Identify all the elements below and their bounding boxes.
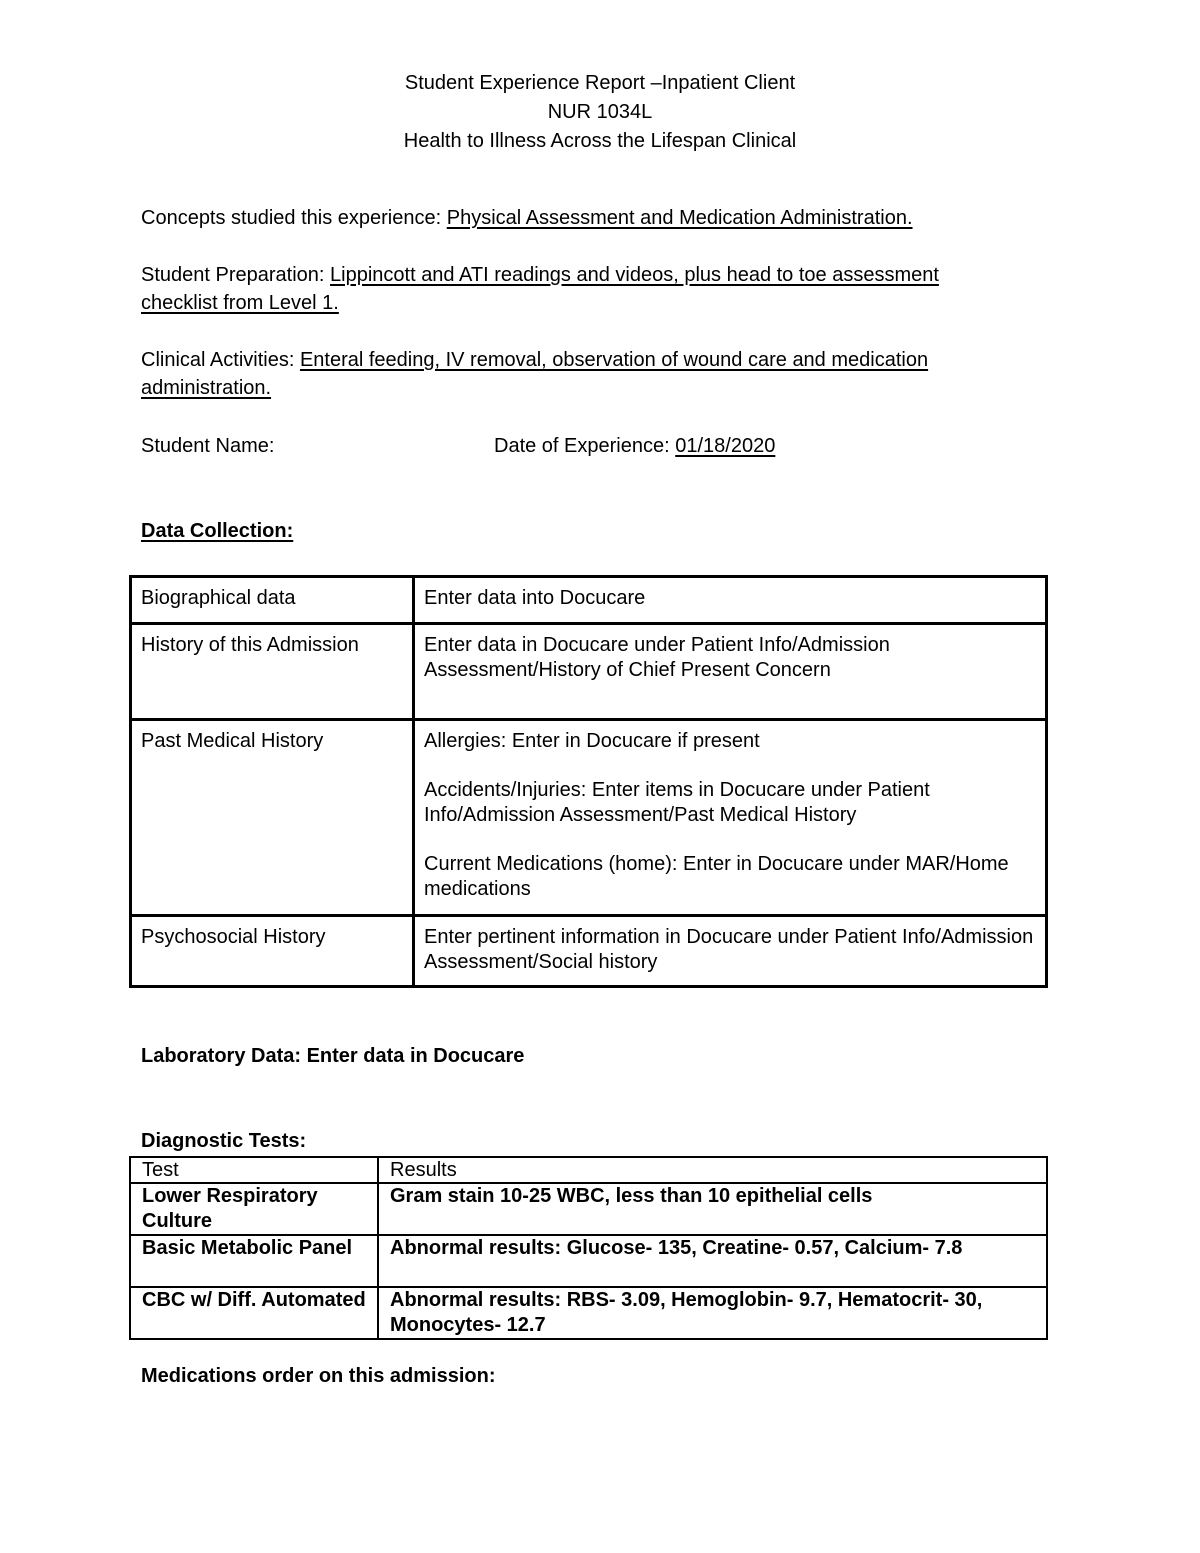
table-row [131, 916, 1047, 987]
data-collection-heading: Data Collection: [141, 520, 294, 542]
column-header-results: Results [378, 1157, 1047, 1183]
row-content [414, 624, 1047, 720]
preparation-field [141, 261, 1061, 317]
row-content [414, 720, 1047, 916]
row-label: Past Medical History [131, 720, 414, 916]
preparation-value-line2: checklist from Level 1. [141, 292, 339, 314]
activities-value-line2: administration. [141, 377, 272, 399]
test-name: Lower Respiratory Culture [130, 1183, 378, 1235]
test-result: Abnormal results: Glucose- 135, Creatine- 0.57, Calcium- 7.8 [378, 1235, 1047, 1287]
table-row [131, 624, 1047, 720]
table-row [130, 1183, 1047, 1235]
row-text: Allergies: Enter in Docucare if present [424, 730, 760, 752]
activities-value-line1: Enteral feeding, IV removal, observation of wound care and medication [299, 349, 929, 371]
test-result: Gram stain 10-25 WBC, less than 10 epithelial cells [378, 1183, 1047, 1235]
student-name-label: Student Name: [141, 435, 275, 457]
row-text: Enter data in Docucare under Patient Info/Admission Assessment/History of Chief Present Concern [424, 634, 890, 681]
table-header-row [130, 1157, 1047, 1183]
row-label: Psychosocial History [131, 916, 414, 987]
date-label: Date of Experience: [494, 435, 676, 457]
test-name: CBC w/ Diff. Automated [130, 1287, 378, 1339]
diagnostic-tests-table [129, 1156, 1048, 1340]
diagnostic-tests-heading: Diagnostic Tests: [141, 1130, 307, 1152]
date-value: 01/18/2020 [675, 435, 776, 457]
preparation-value-line1: Lippincott and ATI readings and videos, plus head to toe assessment [330, 264, 939, 286]
row-text: Current Medications (home): Enter in Docucare under MAR/Home medications [424, 853, 1009, 900]
column-header-test: Test [130, 1157, 378, 1183]
row-text: Enter data into Docucare [424, 587, 646, 609]
row-text: Enter pertinent information in Docucare under Patient Info/Admission Assessment/Social history [424, 926, 1034, 973]
preparation-label: Student Preparation: [141, 264, 331, 286]
row-content [414, 916, 1047, 987]
row-text: Accidents/Injuries: Enter items in Docucare under Patient Info/Admission Assessment/Past Medical History [424, 779, 930, 826]
row-label: History of this Admission [131, 624, 414, 720]
concepts-label: Concepts studied this experience: [141, 207, 447, 229]
medications-heading: Medications order on this admission: [141, 1365, 496, 1387]
date-field [494, 432, 775, 460]
data-collection-table [129, 575, 1048, 988]
report-title: Student Experience Report –Inpatient Client [404, 72, 796, 94]
activities-field [141, 346, 1061, 402]
laboratory-heading: Laboratory Data: Enter data in Docucare [141, 1045, 525, 1067]
table-row [130, 1235, 1047, 1287]
test-result: Abnormal results: RBS- 3.09, Hemoglobin- 9.7, Hematocrit- 30, Monocytes- 12.7 [378, 1287, 1047, 1339]
table-row [131, 577, 1047, 624]
concepts-value: Physical Assessment and Medication Administration. [446, 207, 913, 229]
activities-label: Clinical Activities: [141, 349, 300, 371]
course-code: NUR 1034L [547, 101, 653, 123]
row-content [414, 577, 1047, 624]
table-row [131, 720, 1047, 916]
table-row [130, 1287, 1047, 1339]
row-label: Biographical data [131, 577, 414, 624]
concepts-field [141, 204, 1061, 232]
course-subtitle: Health to Illness Across the Lifespan Clinical [403, 130, 797, 152]
test-name: Basic Metabolic Panel [130, 1235, 378, 1287]
